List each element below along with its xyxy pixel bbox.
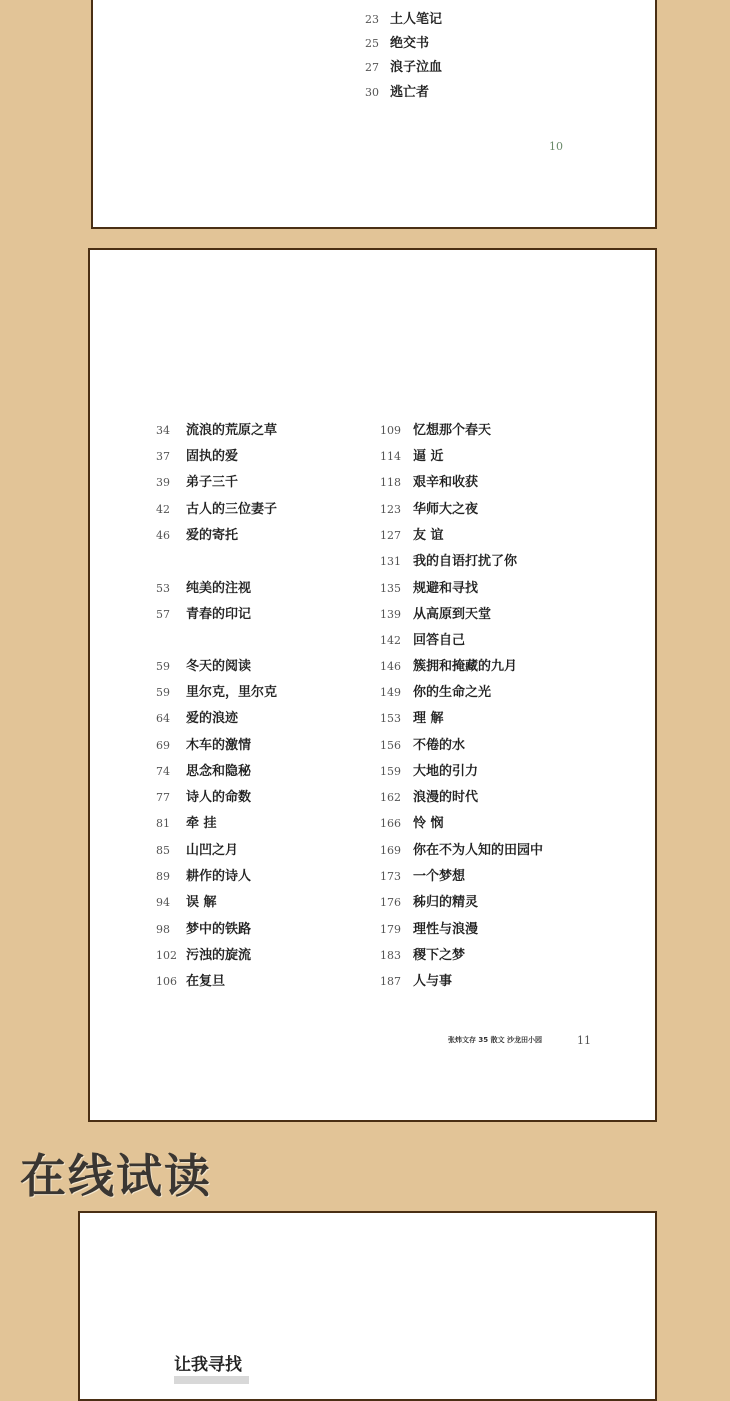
toc-page-number: 94 [156, 896, 170, 909]
toc-entry-title: 怜 悯 [413, 816, 444, 831]
toc-page-number: 135 [380, 582, 401, 595]
toc-page-number: 98 [156, 923, 170, 936]
book-page-10 [91, 0, 657, 229]
toc-page-number: 173 [380, 870, 401, 883]
toc-page-number: 46 [156, 529, 170, 542]
toc-page-number: 23 [365, 13, 379, 26]
toc-entry-title: 弟子三千 [186, 475, 239, 490]
toc-page-number: 187 [380, 975, 401, 988]
toc-page-number: 64 [156, 712, 170, 725]
section-heading: 在线试读 [20, 1149, 212, 1203]
toc-entry-title: 簇拥和掩藏的九月 [413, 659, 518, 674]
toc-entry-title: 山凹之月 [186, 843, 239, 858]
toc-page-number: 39 [156, 476, 170, 489]
toc-page-number: 53 [156, 582, 170, 595]
toc-entry-title [390, 0, 429, 4]
toc-entry-title: 人与事 [413, 974, 453, 989]
toc-page-number: 146 [380, 660, 401, 673]
toc-entry-title: 木车的激情 [186, 738, 252, 753]
toc-page-number: 27 [365, 61, 379, 74]
toc-entry-title: 友 谊 [413, 528, 444, 543]
toc-entry-title: 古人的三位妻子 [186, 502, 278, 517]
toc-page-number: 183 [380, 949, 401, 962]
toc-page-number: 162 [380, 791, 401, 804]
toc-entry-title: 规避和寻找 [413, 581, 479, 596]
toc-page-number: 85 [156, 844, 170, 857]
toc-page-number: 89 [156, 870, 170, 883]
toc-page-number: 176 [380, 896, 401, 909]
toc-entry-title: 绝交书 [390, 36, 430, 51]
toc-entry-title: 逼 近 [413, 449, 444, 464]
toc-entry-title: 冬天的阅读 [186, 659, 252, 674]
toc-page-number: 142 [380, 634, 401, 647]
toc-page-number: 25 [365, 37, 379, 50]
toc-entry-title: 耕作的诗人 [186, 869, 252, 884]
toc-page-number: 159 [380, 765, 401, 778]
blurred-text-bar [174, 1376, 249, 1384]
toc-entry-title: 污浊的旋流 [186, 948, 252, 963]
toc-entry-title: 你在不为人知的田园中 [413, 843, 544, 858]
toc-entry-title: 浪漫的时代 [413, 790, 479, 805]
toc-page-number [365, 0, 379, 4]
toc-page-number: 169 [380, 844, 401, 857]
toc-entry-title: 不倦的水 [413, 738, 466, 753]
toc-entry-title: 固执的爱 [186, 449, 239, 464]
toc-entry-title: 浪子泣血 [390, 60, 443, 75]
toc-entry-title: 从高原到天堂 [413, 607, 492, 622]
toc-page-number: 102 [156, 949, 177, 962]
toc-entry-title: 理性与浪漫 [413, 922, 479, 937]
toc-page-number: 114 [380, 450, 401, 463]
toc-entry-title: 艰辛和收获 [413, 475, 479, 490]
page-footer: 张炜文存 35 散文 沙龙田小园 [448, 1036, 543, 1044]
toc-entry-title: 忆想那个春天 [413, 423, 492, 438]
toc-page-number: 74 [156, 765, 170, 778]
toc-entry-title: 一个梦想 [413, 869, 466, 884]
toc-entry-title: 稷下之梦 [413, 948, 466, 963]
toc-page-number: 34 [156, 424, 170, 437]
toc-page-number: 77 [156, 791, 170, 804]
toc-page-number: 106 [156, 975, 177, 988]
toc-page-number: 156 [380, 739, 401, 752]
toc-entry-title: 诗人的命数 [186, 790, 252, 805]
toc-page-number: 109 [380, 424, 401, 437]
toc-page-number: 37 [156, 450, 170, 463]
toc-page-number: 131 [380, 555, 401, 568]
toc-page-number: 81 [156, 817, 170, 830]
toc-page-number: 139 [380, 608, 401, 621]
toc-entry-title: 牵 挂 [186, 816, 217, 831]
toc-entry-title: 回答自己 [413, 633, 466, 648]
book-page-preview [78, 1211, 657, 1401]
toc-page-number: 59 [156, 686, 170, 699]
toc-page-number: 123 [380, 503, 401, 516]
toc-page-number: 149 [380, 686, 401, 699]
toc-entry-title: 理 解 [413, 711, 444, 726]
toc-entry-title: 里尔克，里尔克 [186, 685, 278, 700]
toc-page-number: 127 [380, 529, 401, 542]
book-page-11 [88, 248, 657, 1122]
toc-entry-title: 大地的引力 [413, 764, 479, 779]
toc-entry-title: 秭归的精灵 [413, 895, 479, 910]
toc-entry-title: 爱的寄托 [186, 528, 239, 543]
toc-page-number: 153 [380, 712, 401, 725]
toc-page-number: 57 [156, 608, 170, 621]
page-number: 11 [577, 1034, 591, 1047]
toc-entry-title: 爱的浪迹 [186, 711, 239, 726]
toc-entry-title: 误 解 [186, 895, 217, 910]
page-number: 10 [549, 140, 563, 153]
toc-page-number: 30 [365, 86, 379, 99]
toc-page-number: 166 [380, 817, 401, 830]
toc-entry-title: 我的自语打扰了你 [413, 554, 518, 569]
toc-entry-title: 在复旦 [186, 974, 226, 989]
chapter-title: 让我寻找 [174, 1355, 242, 1375]
toc-page-number: 69 [156, 739, 170, 752]
toc-entry-title: 华师大之夜 [413, 502, 479, 517]
toc-page-number: 59 [156, 660, 170, 673]
toc-entry-title: 流浪的荒原之草 [186, 423, 278, 438]
toc-entry-title: 青春的印记 [186, 607, 252, 622]
toc-page-number: 42 [156, 503, 170, 516]
toc-entry-title: 土人笔记 [390, 12, 443, 27]
toc-page-number: 118 [380, 476, 401, 489]
toc-entry-title: 你的生命之光 [413, 685, 492, 700]
toc-entry-title: 纯美的注视 [186, 581, 252, 596]
toc-entry-title: 思念和隐秘 [186, 764, 252, 779]
toc-entry-title: 梦中的铁路 [186, 922, 252, 937]
toc-page-number: 179 [380, 923, 401, 936]
toc-entry-title: 逃亡者 [390, 85, 430, 100]
